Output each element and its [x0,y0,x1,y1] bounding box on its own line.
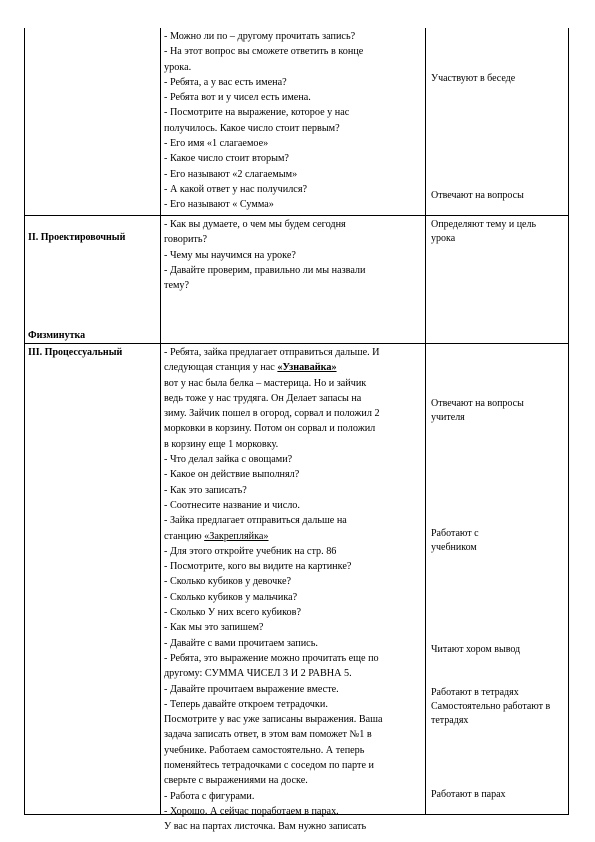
text-line: - Ребята, а у вас есть имена? [164,76,287,88]
text-line: учебнике. Работаем самостоятельно. А теперь [164,744,365,756]
text-line: - Посмотрите, кого вы видите на картинке? [164,561,352,573]
text-line: - Соотнесите название и число. [164,499,300,511]
text-line: - Сколько кубиков у мальчика? [164,591,298,603]
text-line: - Давайте проверим, правильно ли мы назвали [164,264,366,276]
text-line: - Ребята, это выражение можно прочитать еще по [164,652,379,664]
row3-student-activity: Читают хором вывод [431,644,521,655]
text-line: тему? [164,280,190,292]
text-line: - Чему мы научимся на уроке? [164,249,296,261]
text-line: другому: СУММА ЧИСЕЛ 3 И 2 РАВНА 5. [164,668,352,680]
text-line: - Его имя «1 слагаемое» [164,138,269,150]
text-line: - Сколько кубиков у девочке? [164,576,291,588]
table-left-border [24,28,25,814]
text-line: ведь тоже у нас трудяга. Он Делает запасы на [164,392,362,404]
text-line: - Ребята вот и у чисел есть имена. [164,92,311,104]
text-line: - Как это записать? [164,484,247,496]
text-line: - Теперь давайте откроем тетрадочки. [164,698,328,710]
text-line: - Его называют « Сумма» [164,199,274,211]
text-line: сверьте с выражениями на доске. [164,775,308,787]
row3-student-activity: Работают в тетрадях Самостоятельно работают в тетрадях [431,687,551,726]
row-separator-2 [24,343,569,344]
text-line: - Давайте прочитаем выражение вместе. [164,683,339,695]
text-line: - Можно ли по – другому прочитать запись? [164,31,356,42]
text-line: - А какой ответ у нас получился? [164,183,308,195]
row1-teacher-text [164,29,363,213]
text-line: говорить? [164,234,208,246]
row3-student-activity: Работают в парах [431,789,506,800]
text-line: вот у нас была белка – мастерица. Но и зайчик [164,377,367,389]
text-line: следующая станция у нас «Узнавайка» [164,362,337,374]
text-line: в корзину еще 1 морковку. [164,438,279,450]
text-line: - Какое он действие выполнял? [164,469,300,481]
row-separator-1 [24,215,569,216]
table-divider-2 [425,28,426,814]
text-line: - Для этого откройте учебник на стр. 86 [164,545,337,557]
text-line: - Зайка предлагает отправиться дальше на [164,515,347,527]
station-name: «Узнавайка» [277,362,337,374]
text-line: морковки в корзину. Потом он сорвал и положил [164,423,376,435]
row2-student-activity: Определяют тему и цель урока [431,219,537,244]
text-line: Посмотрите у вас уже записаны выражения. Ваша [164,714,383,726]
text-line: - Ребята, зайка предлагает отправиться дальше. И [164,347,380,358]
text-line: - Работа с фигурами. [164,790,255,802]
table-divider-1 [160,28,161,814]
text-line: - Что делал зайка с овощами? [164,454,293,466]
row3-teacher-text [164,345,383,835]
stage-title: III. Процессуальный [28,347,123,358]
text-line: получилось. Какое число стоит первым? [164,122,340,134]
table-right-border [568,28,569,814]
row2-teacher-text [164,217,365,293]
row3-student-activity: Работают с учебником [431,528,479,553]
text-line: - Как мы это запишем? [164,622,264,634]
text-line: - Хорошо. А сейчас поработаем в парах. [164,805,339,817]
row1-student-activity: Участвуют в беседе [431,73,516,84]
station-name: «Закрепляйка» [204,530,269,542]
text-line: - Его называют «2 слагаемым» [164,168,298,180]
text-line: У вас на партах листочка. Вам нужно записать [164,821,367,833]
stage-note-fizminutka: Физминутка [28,330,86,341]
text-line: - Посмотрите на выражение, которое у нас [164,107,350,119]
text-line: - Какое число стоит вторым? [164,153,289,165]
text-line: задача записать ответ, в этом вам поможет №1 в [164,729,372,741]
text-line: - Давайте с вами прочитаем запись. [164,637,318,649]
text-line: зиму. Зайчик пошел в огород, сорвал и положил 2 [164,408,380,420]
row3-student-activity: Отвечают на вопросы учителя [431,398,524,423]
stage-title: II. Проектировочный [28,232,126,243]
text-line: поменяйтесь тетрадочками с соседом по парте и [164,760,374,772]
text-line: - Как вы думаете, о чем мы будем сегодня [164,219,346,230]
text-line: - На этот вопрос вы сможете ответить в конце [164,46,364,58]
row1-student-activity: Отвечают на вопросы [431,190,524,201]
text-line: станцию «Закрепляйка» [164,530,269,542]
text-line: - Сколько У них всего кубиков? [164,607,301,619]
text-line: урока. [164,61,192,73]
